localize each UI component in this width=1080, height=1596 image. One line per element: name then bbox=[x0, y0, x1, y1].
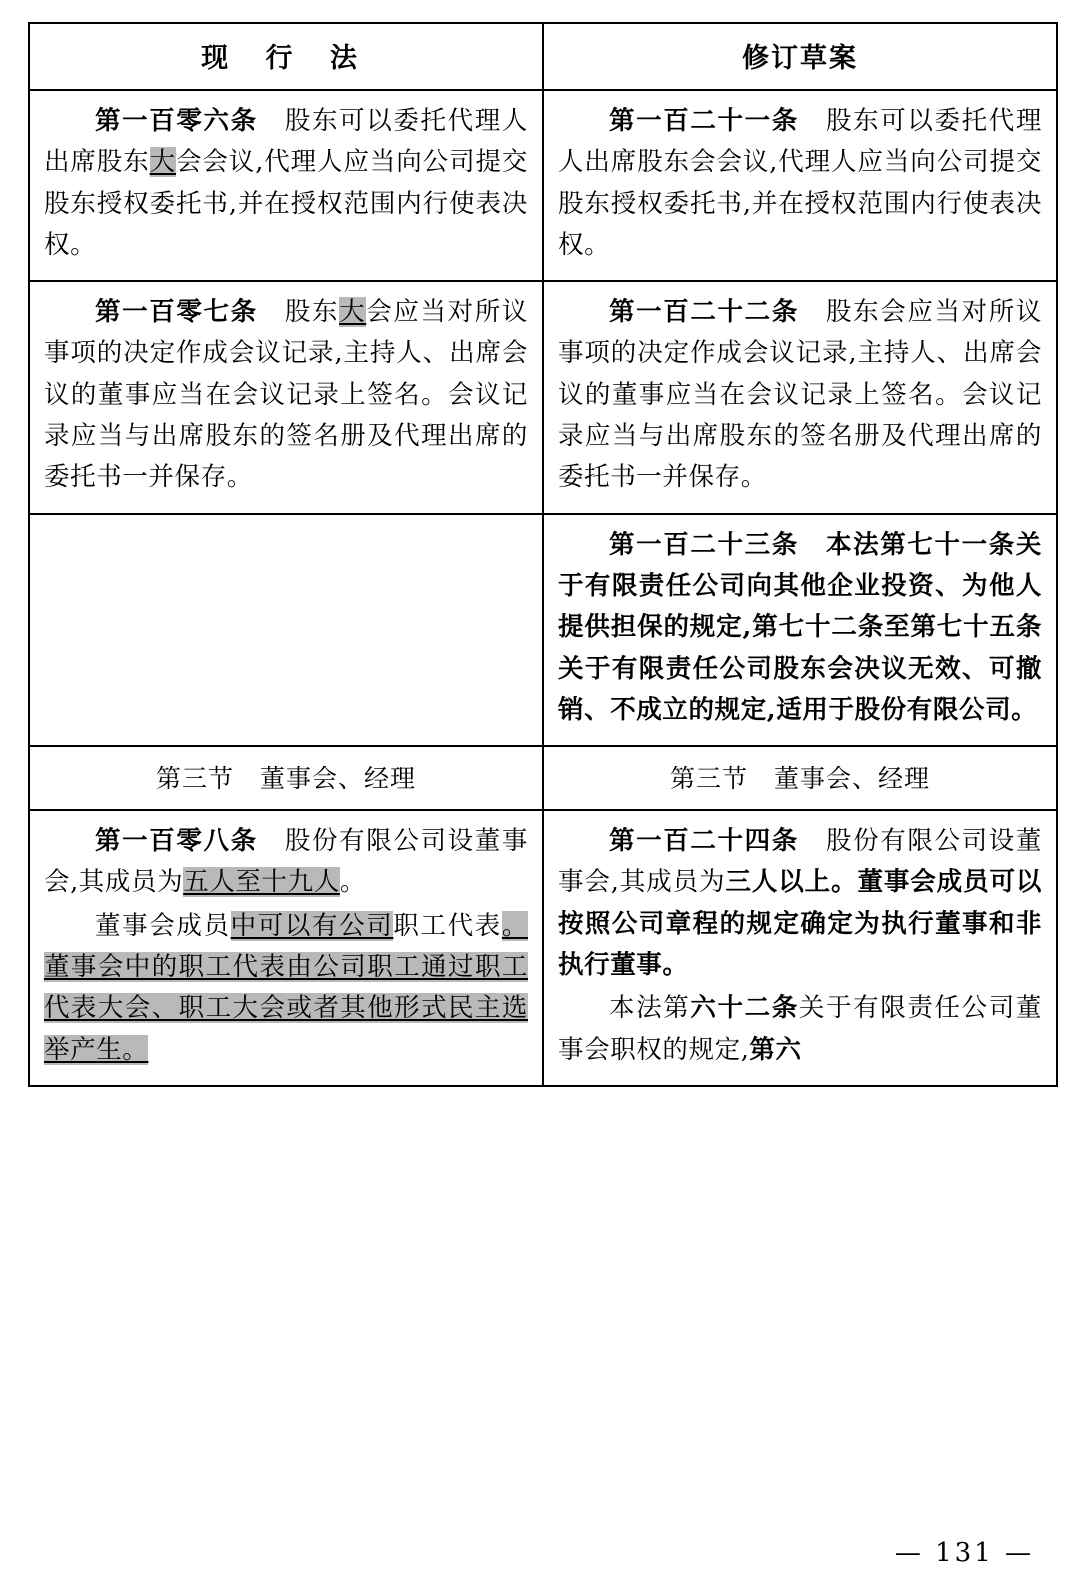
header-current-law bbox=[29, 23, 543, 90]
text-run: 五人至十九人 bbox=[183, 867, 340, 898]
paragraph bbox=[558, 101, 1042, 266]
text-run: 股东 bbox=[257, 297, 340, 328]
text-run: 第六 bbox=[749, 1034, 802, 1065]
text-run: 第一百二十一条 bbox=[609, 106, 799, 136]
text-run: 会应当对所议事项的决定作成会议记录,主持人、出席会议的董事应当在会议记录上签名。会议记录应当与出席股东的签名册及代理出席的委托书一并保存。 bbox=[44, 297, 528, 493]
cell-current-law-108 bbox=[29, 810, 543, 1086]
text-run: 中可以有公司 bbox=[230, 910, 394, 941]
text-run: 第一百二十三条 bbox=[609, 529, 799, 560]
text-run: 本法第 bbox=[609, 993, 691, 1024]
text-run: 本法第七十一条关于有限责任公司向其他企业投资、为他人提供担保的规定,第七十二条至第七十五条关于有限责任公司股东会决议无效、可撤销、不成立的规定,适用于股份有限公司。 bbox=[558, 529, 1042, 725]
text-run: 第一百二十四条 bbox=[609, 826, 799, 857]
paragraph bbox=[44, 821, 528, 904]
text-run: 第一百零八条 bbox=[95, 826, 258, 857]
header-current-law-label: 现 行 法 bbox=[201, 43, 371, 74]
cell-draft-124 bbox=[543, 810, 1057, 1086]
text-run: 董事会成员可以按照公司章程的规定确定为执行董事和非执行董事。 bbox=[558, 867, 1042, 981]
table-row bbox=[29, 90, 1057, 281]
cell-current-law-107 bbox=[29, 281, 543, 513]
page-number: — 131 — bbox=[894, 1538, 1034, 1568]
table-body bbox=[29, 23, 1057, 1086]
text-run: 股东可以委托代理人出席股东 bbox=[44, 106, 528, 178]
paragraph bbox=[558, 988, 1042, 1071]
text-run: 三人以上。 bbox=[725, 867, 858, 898]
text-run: 关于有限责任公司董事会职权的规定, bbox=[558, 993, 1043, 1065]
text-run: 股份有限公司设董事会,其成员为 bbox=[44, 826, 528, 898]
text-run: 第一百零六条 bbox=[95, 106, 258, 136]
text-run: 股东可以委托代理人出席股东会会议,代理人应当向公司提交股东授权委托书,并在授权范围内行使表决权。 bbox=[558, 106, 1042, 260]
cell-draft-121 bbox=[543, 90, 1057, 281]
text-run: 第一百二十二条 bbox=[609, 297, 799, 328]
paragraph bbox=[44, 906, 528, 1071]
law-comparison-table bbox=[28, 22, 1058, 1087]
text-run: 股东会应当对所议事项的决定作成会议记录,主持人、出席会议的董事应当在会议记录上签名。会议记录应当与出席股东的签名册及代理出席的委托书一并保存。 bbox=[558, 297, 1042, 493]
text-run: 职工代表 bbox=[393, 910, 502, 941]
header-revision-draft bbox=[543, 23, 1057, 90]
table-row bbox=[29, 810, 1057, 1086]
table-row-section bbox=[29, 746, 1057, 810]
cell-current-law-empty bbox=[29, 514, 543, 746]
paragraph bbox=[558, 292, 1042, 498]
text-run: 。董事会中的职工代表由公司职工通过职工代表大会、职工大会或者其他形式民主选举产生。 bbox=[44, 910, 528, 1065]
text-run: 第一百零七条 bbox=[95, 297, 258, 328]
paragraph bbox=[44, 292, 528, 498]
text-run: 六十二条 bbox=[690, 993, 799, 1024]
table-row bbox=[29, 281, 1057, 513]
header-revision-draft-label: 修订草案 bbox=[742, 43, 858, 74]
cell-draft-123 bbox=[543, 514, 1057, 746]
paragraph bbox=[44, 101, 528, 266]
text-run: 董事会成员 bbox=[95, 910, 231, 941]
cell-draft-122 bbox=[543, 281, 1057, 513]
paragraph bbox=[558, 525, 1042, 731]
text-run: 大 bbox=[149, 147, 177, 178]
text-run: 大 bbox=[339, 297, 367, 328]
table-row bbox=[29, 514, 1057, 746]
section-heading-right: 第三节 董事会、经理 bbox=[543, 746, 1057, 810]
section-heading-left: 第三节 董事会、经理 bbox=[29, 746, 543, 810]
paragraph bbox=[558, 821, 1042, 986]
text-run: 会会议,代理人应当向公司提交股东授权委托书,并在授权范围内行使表决权。 bbox=[44, 147, 528, 260]
table-header-row bbox=[29, 23, 1057, 90]
cell-current-law-106 bbox=[29, 90, 543, 281]
text-run: 。 bbox=[339, 867, 366, 898]
text-run: 股份有限公司设董事会,其成员为 bbox=[558, 826, 1042, 898]
